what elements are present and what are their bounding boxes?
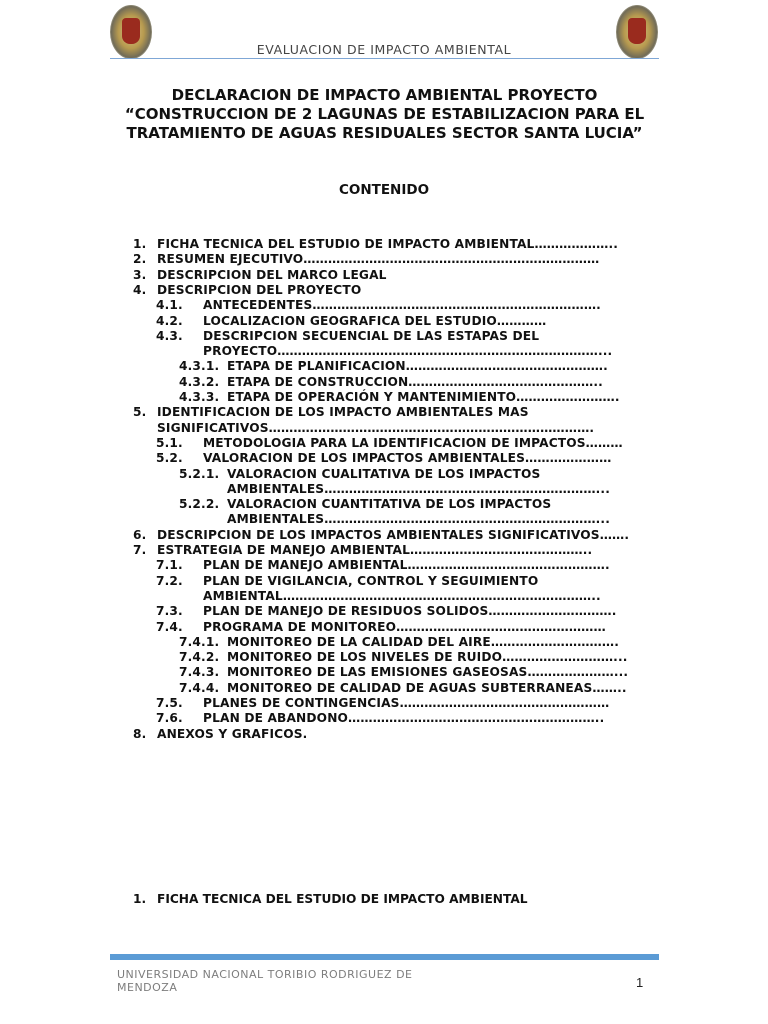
toc-entry-text: DESCRIPCION DE LOS IMPACTOS AMBIENTALES SIGNIFICATIVOS…….: [157, 527, 630, 542]
toc-entry: [0, 467, 768, 482]
toc-entry: [0, 635, 768, 650]
toc-entry: [0, 375, 768, 390]
toc-entry: [0, 512, 768, 527]
toc-entry-number: 5.2.1.: [179, 466, 220, 481]
toc-entry-text: PLANES DE CONTINGENCIAS……………………………………………: [203, 696, 610, 710]
toc-entry: [0, 405, 768, 420]
toc-entry-text: VALORACION DE LOS IMPACTOS AMBIENTALES…………………: [203, 451, 612, 466]
toc-entry-number: 4.3.1.: [179, 359, 220, 374]
toc-entry-text: METODOLOGIA PARA LA IDENTIFICACION DE IMPACTOS………: [203, 435, 623, 450]
toc-entry-text: MONITOREO DE CALIDAD DE AGUAS SUBTERRANEAS……..: [227, 680, 627, 695]
toc-entry-number: 4.: [133, 282, 147, 297]
toc-entry-number: 7.5.: [156, 696, 183, 710]
toc-entry-text: ETAPA DE PLANIFICACION………………………………………….: [227, 359, 608, 374]
toc-entry-text: PLAN DE MANEJO AMBIENTAL………………………………………….: [203, 558, 610, 573]
toc-entry: [0, 711, 768, 726]
contents-heading: CONTENIDO: [338, 182, 430, 198]
toc-entry: [0, 451, 768, 466]
toc-entry: [0, 604, 768, 619]
section-title: FICHA TECNICA DEL ESTUDIO DE IMPACTO AMBIENTAL: [157, 892, 528, 906]
toc-entry-text: MONITOREO DE LOS NIVELES DE RUIDO………………………...: [227, 650, 628, 665]
document-title-line: TRATAMIENTO DE AGUAS RESIDUALES SECTOR SANTA LUCIA”: [126, 124, 643, 142]
toc-entry-number: 4.3.2.: [179, 374, 220, 389]
toc-entry-text: IDENTIFICACION DE LOS IMPACTO AMBIENTALES MAS: [157, 405, 529, 420]
toc-entry-text: ANEXOS Y GRAFICOS.: [157, 726, 308, 741]
toc-entry: [0, 359, 768, 374]
toc-entry-number: 5.1.: [156, 435, 183, 450]
toc-entry: [0, 574, 768, 589]
toc-entry-number: 1.: [133, 237, 147, 251]
toc-entry-text: MONITOREO DE LAS EMISIONES GASEOSAS…………………...: [227, 665, 629, 680]
toc-entry-number: 7.1.: [156, 558, 183, 573]
toc-entry: [0, 237, 768, 252]
toc-entry-text: LOCALIZACION GEOGRAFICA DEL ESTUDIO…………: [203, 313, 547, 328]
toc-entry-number: 7.4.3.: [179, 665, 220, 680]
toc-entry: [0, 681, 768, 696]
toc-entry-number: 7.4.4.: [179, 680, 220, 695]
toc-entry: [0, 528, 768, 543]
toc-entry-number: 7.2.: [156, 573, 183, 588]
toc-entry: [0, 298, 768, 313]
toc-entry-number: 4.2.: [156, 313, 183, 328]
toc-entry: [0, 727, 768, 742]
toc-entry: [0, 421, 768, 436]
toc-entry: [0, 268, 768, 283]
footer-bar: [110, 954, 659, 960]
toc-entry-number: 7.: [133, 543, 147, 557]
header-title: EVALUACION DE IMPACTO AMBIENTAL: [256, 42, 512, 57]
toc-entry: [0, 543, 768, 558]
toc-entry: [0, 620, 768, 635]
toc-entry-number: 5.: [133, 405, 147, 420]
toc-entry: [0, 696, 768, 711]
toc-entry-text: PLAN DE VIGILANCIA, CONTROL Y SEGUIMIENTO: [203, 573, 539, 588]
toc-entry-text: ETAPA DE OPERACIÓN Y MANTENIMIENTO…………………….: [227, 390, 620, 404]
toc-entry-number: 7.6.: [156, 711, 183, 726]
section-number: 1.: [133, 892, 147, 906]
toc-entry: [0, 482, 768, 497]
document-title-line: DECLARACION DE IMPACTO AMBIENTAL PROYECTO: [171, 86, 598, 104]
toc-entry-text: PLAN DE MANEJO DE RESIDUOS SOLIDOS………………………….: [203, 604, 617, 619]
document-title: [110, 86, 659, 143]
toc-entry-number: 7.4.2.: [179, 650, 220, 665]
toc-entry-number: 5.2.: [156, 451, 183, 466]
toc-entry: [0, 283, 768, 298]
toc-entry-number: 2.: [133, 252, 147, 267]
toc-entry-text: AMBIENTAL…………………………………………………………………..: [203, 588, 601, 603]
toc-entry-number: 4.1.: [156, 298, 183, 313]
toc-entry-text: PROYECTO……………………………………………………………………...: [203, 344, 613, 359]
toc-entry-number: 5.2.2.: [179, 497, 220, 512]
toc-entry-text: VALORACION CUALITATIVA DE LOS IMPACTOS: [227, 466, 541, 481]
toc-entry: [0, 558, 768, 573]
toc-entry-text: AMBIENTALES…………………………………………………………...: [227, 481, 610, 496]
toc-entry-number: 4.3.: [156, 328, 183, 343]
toc-entry-text: MONITOREO DE LA CALIDAD DEL AIRE………………………….: [227, 634, 620, 649]
document-title-line: “CONSTRUCCION DE 2 LAGUNAS DE ESTABILIZACION PARA EL: [124, 105, 645, 123]
toc-entry-text: ETAPA DE CONSTRUCCION………………………………………..: [227, 374, 603, 389]
toc-entry-number: 7.3.: [156, 604, 183, 619]
toc-entry: [0, 344, 768, 359]
toc-entry: [0, 665, 768, 680]
toc-entry-number: 4.3.3.: [179, 390, 220, 404]
toc-entry: [0, 390, 768, 405]
toc-entry-text: VALORACION CUANTITATIVA DE LOS IMPACTOS: [227, 497, 552, 512]
toc-entry-text: ANTECEDENTES…………………………………………………………….: [203, 298, 601, 313]
toc-entry-text: DESCRIPCION SECUENCIAL DE LAS ESTAPAS DEL: [203, 328, 540, 343]
toc-entry-text: DESCRIPCION DEL MARCO LEGAL: [157, 267, 387, 282]
toc-entry-number: 7.4.1.: [179, 634, 220, 649]
toc-entry-text: DESCRIPCION DEL PROYECTO: [157, 282, 362, 297]
toc-entry-number: 8.: [133, 726, 147, 741]
footer-institution: UNIVERSIDAD NACIONAL TORIBIO RODRIGUEZ DE MENDOZA: [117, 968, 413, 994]
toc-entry-text: PLAN DE ABANDONO……………………………………………………..: [203, 711, 605, 726]
page-number: 1: [636, 975, 644, 990]
toc-entry-number: 3.: [133, 267, 147, 282]
header-divider: [110, 58, 659, 59]
toc-entry-text: PROGRAMA DE MONITOREO……………………………………………: [203, 619, 606, 634]
toc-entry-text: FICHA TECNICA DEL ESTUDIO DE IMPACTO AMBIENTAL………………..: [157, 237, 619, 251]
toc-entry: [0, 314, 768, 329]
toc-entry-text: SIGNIFICATIVOS…………………………………………………………………….: [157, 420, 595, 435]
toc-entry-number: 6.: [133, 527, 147, 542]
toc-entry: [0, 589, 768, 604]
toc-entry: [0, 329, 768, 344]
toc-entry: [0, 650, 768, 665]
toc-entry: [0, 436, 768, 451]
toc-entry: [0, 497, 768, 512]
toc-entry-text: ESTRATEGIA DE MANEJO AMBIENTAL……………………………………..: [157, 543, 593, 557]
toc-entry-number: 7.4.: [156, 619, 183, 634]
toc-entry-text: RESUMEN EJECUTIVO………………………………………………………………: [157, 252, 600, 267]
toc-entry-text: AMBIENTALES…………………………………………………………...: [227, 512, 610, 527]
toc-entry: [0, 252, 768, 267]
